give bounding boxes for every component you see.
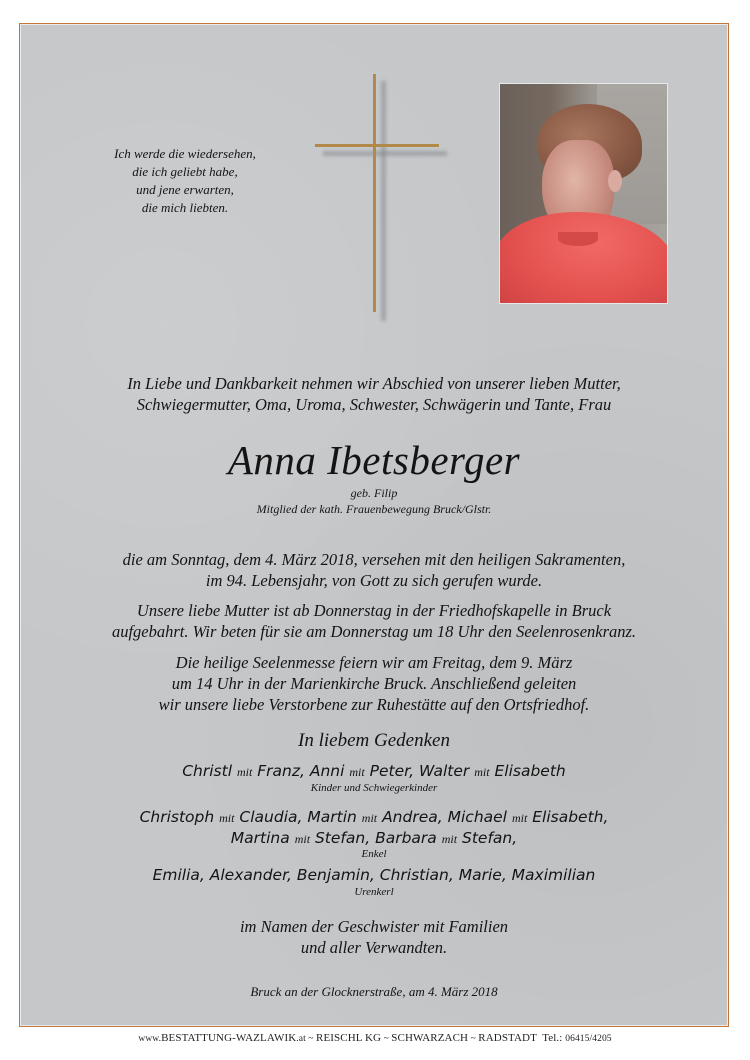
connector: mit [441, 832, 458, 846]
footer-tld: .at [296, 1034, 306, 1044]
closing-line: im Namen der Geschwister mit Familien [239, 917, 509, 936]
children-list: Christl mit Franz, Anni mit Peter, Walter mit Elisabeth [182, 762, 566, 780]
footer-town: RADSTADT [478, 1032, 537, 1044]
mourners-heading: In liebem Gedenken [298, 730, 450, 751]
mourner-name: Barbara [375, 829, 437, 847]
intro-text [20, 373, 728, 415]
memorial-quote [60, 145, 310, 217]
mourner-name: Andrea [382, 808, 438, 826]
children-label: Kinder und Schwiegerkinder [310, 782, 438, 794]
viewing-paragraph [20, 600, 728, 642]
funeral-home-footer [0, 1032, 750, 1044]
mourner-name: Anni [309, 762, 345, 780]
quote-line: Ich werde die wiedersehen, [114, 146, 256, 161]
death-notice-paragraph [20, 549, 728, 591]
closing-line: und aller Verwandten. [300, 938, 448, 957]
mourner-name: Michael [447, 808, 507, 826]
connector: mit [294, 832, 311, 846]
place-and-date: Bruck an der Glocknerstraße, am 4. März 2018 [250, 984, 498, 999]
quote-line: und jene erwarten, [136, 182, 234, 197]
mourner-name: Peter [369, 762, 410, 780]
paragraph-line: aufgebahrt. Wir beten für sie am Donnerstag um 18 Uhr den Seelenrosenkranz. [111, 622, 637, 641]
mourner-name: Martina [230, 829, 290, 847]
footer-brand: BESTATTUNG-WAZLAWIK [161, 1032, 297, 1044]
grandchildren-label: Enkel [361, 848, 387, 860]
footer-www: www. [138, 1034, 162, 1044]
separator: ~ [381, 1034, 392, 1044]
mourner-name: Claudia [239, 808, 298, 826]
paragraph-line: um 14 Uhr in der Marienkirche Bruck. Anschließend geleiten [171, 674, 577, 693]
cross-icon [315, 74, 455, 334]
intro-line: Schwiegermutter, Oma, Uroma, Schwester, Schwägerin und Tante, Frau [136, 395, 612, 414]
paragraph-line: im 94. Lebensjahr, von Gott zu sich gerufen wurde. [205, 571, 543, 590]
footer-company: REISCHL KG [316, 1032, 382, 1044]
closing-text [20, 916, 728, 958]
paragraph-line: Unsere liebe Mutter ist ab Donnerstag in der Friedhofskapelle in Bruck [136, 601, 612, 620]
quote-line: die ich geliebt habe, [132, 164, 238, 179]
paragraph-line: Die heilige Seelenmesse feiern wir am Freitag, dem 9. März [175, 653, 573, 672]
mourner-name: Stefan [314, 829, 366, 847]
connector: mit [361, 811, 378, 825]
connector: mit [474, 765, 490, 779]
separator: ~ [305, 1034, 317, 1044]
connector: mit [219, 811, 235, 825]
great-grandchildren-list: Emilia, Alexander, Benjamin, Christian, Marie, Maximilian [152, 866, 596, 884]
intro-line: In Liebe und Dankbarkeit nehmen wir Abschied von unserer lieben Mutter, [127, 374, 621, 393]
connector: mit [511, 811, 528, 825]
connector: mit [236, 765, 253, 779]
footer-town: SCHWARZACH [391, 1032, 469, 1044]
maiden-name: geb. Filip [350, 486, 398, 500]
connector: mit [349, 765, 365, 779]
mourner-name: Christl [182, 762, 233, 780]
mourner-name: Stefan [462, 829, 513, 847]
mourner-name: Martin [307, 808, 357, 826]
portrait-photo [499, 83, 668, 304]
membership: Mitglied der kath. Frauenbewegung Bruck/Glstr. [256, 502, 492, 516]
paragraph-line: wir unsere liebe Verstorbene zur Ruhestätte auf den Ortsfriedhof. [158, 695, 590, 714]
obituary-card [19, 23, 729, 1027]
paragraph-line: die am Sonntag, dem 4. März 2018, versehen mit den heiligen Sakramenten, [122, 550, 626, 569]
mourner-name: Elisabeth [532, 808, 604, 826]
mourner-name: Christoph [139, 808, 215, 826]
quote-line: die mich liebten. [141, 200, 229, 215]
footer-tel: 06415/4205 [565, 1034, 612, 1044]
great-grandchildren-label: Urenkerl [354, 886, 394, 898]
funeral-mass-paragraph [20, 652, 728, 715]
separator: ~ [468, 1034, 479, 1044]
footer-tel-label: Tel.: [536, 1032, 566, 1044]
deceased-name: Anna Ibetsberger [227, 437, 521, 483]
mourner-name: Walter [418, 762, 470, 780]
mourner-name: Elisabeth [494, 762, 566, 780]
mourner-name: Franz [257, 762, 300, 780]
grandchildren-list: Christoph mit Claudia, Martin mit Andrea, Michael mit Elisabeth, Martina mit Stefan, Barbara mit Stefan, [139, 808, 609, 847]
